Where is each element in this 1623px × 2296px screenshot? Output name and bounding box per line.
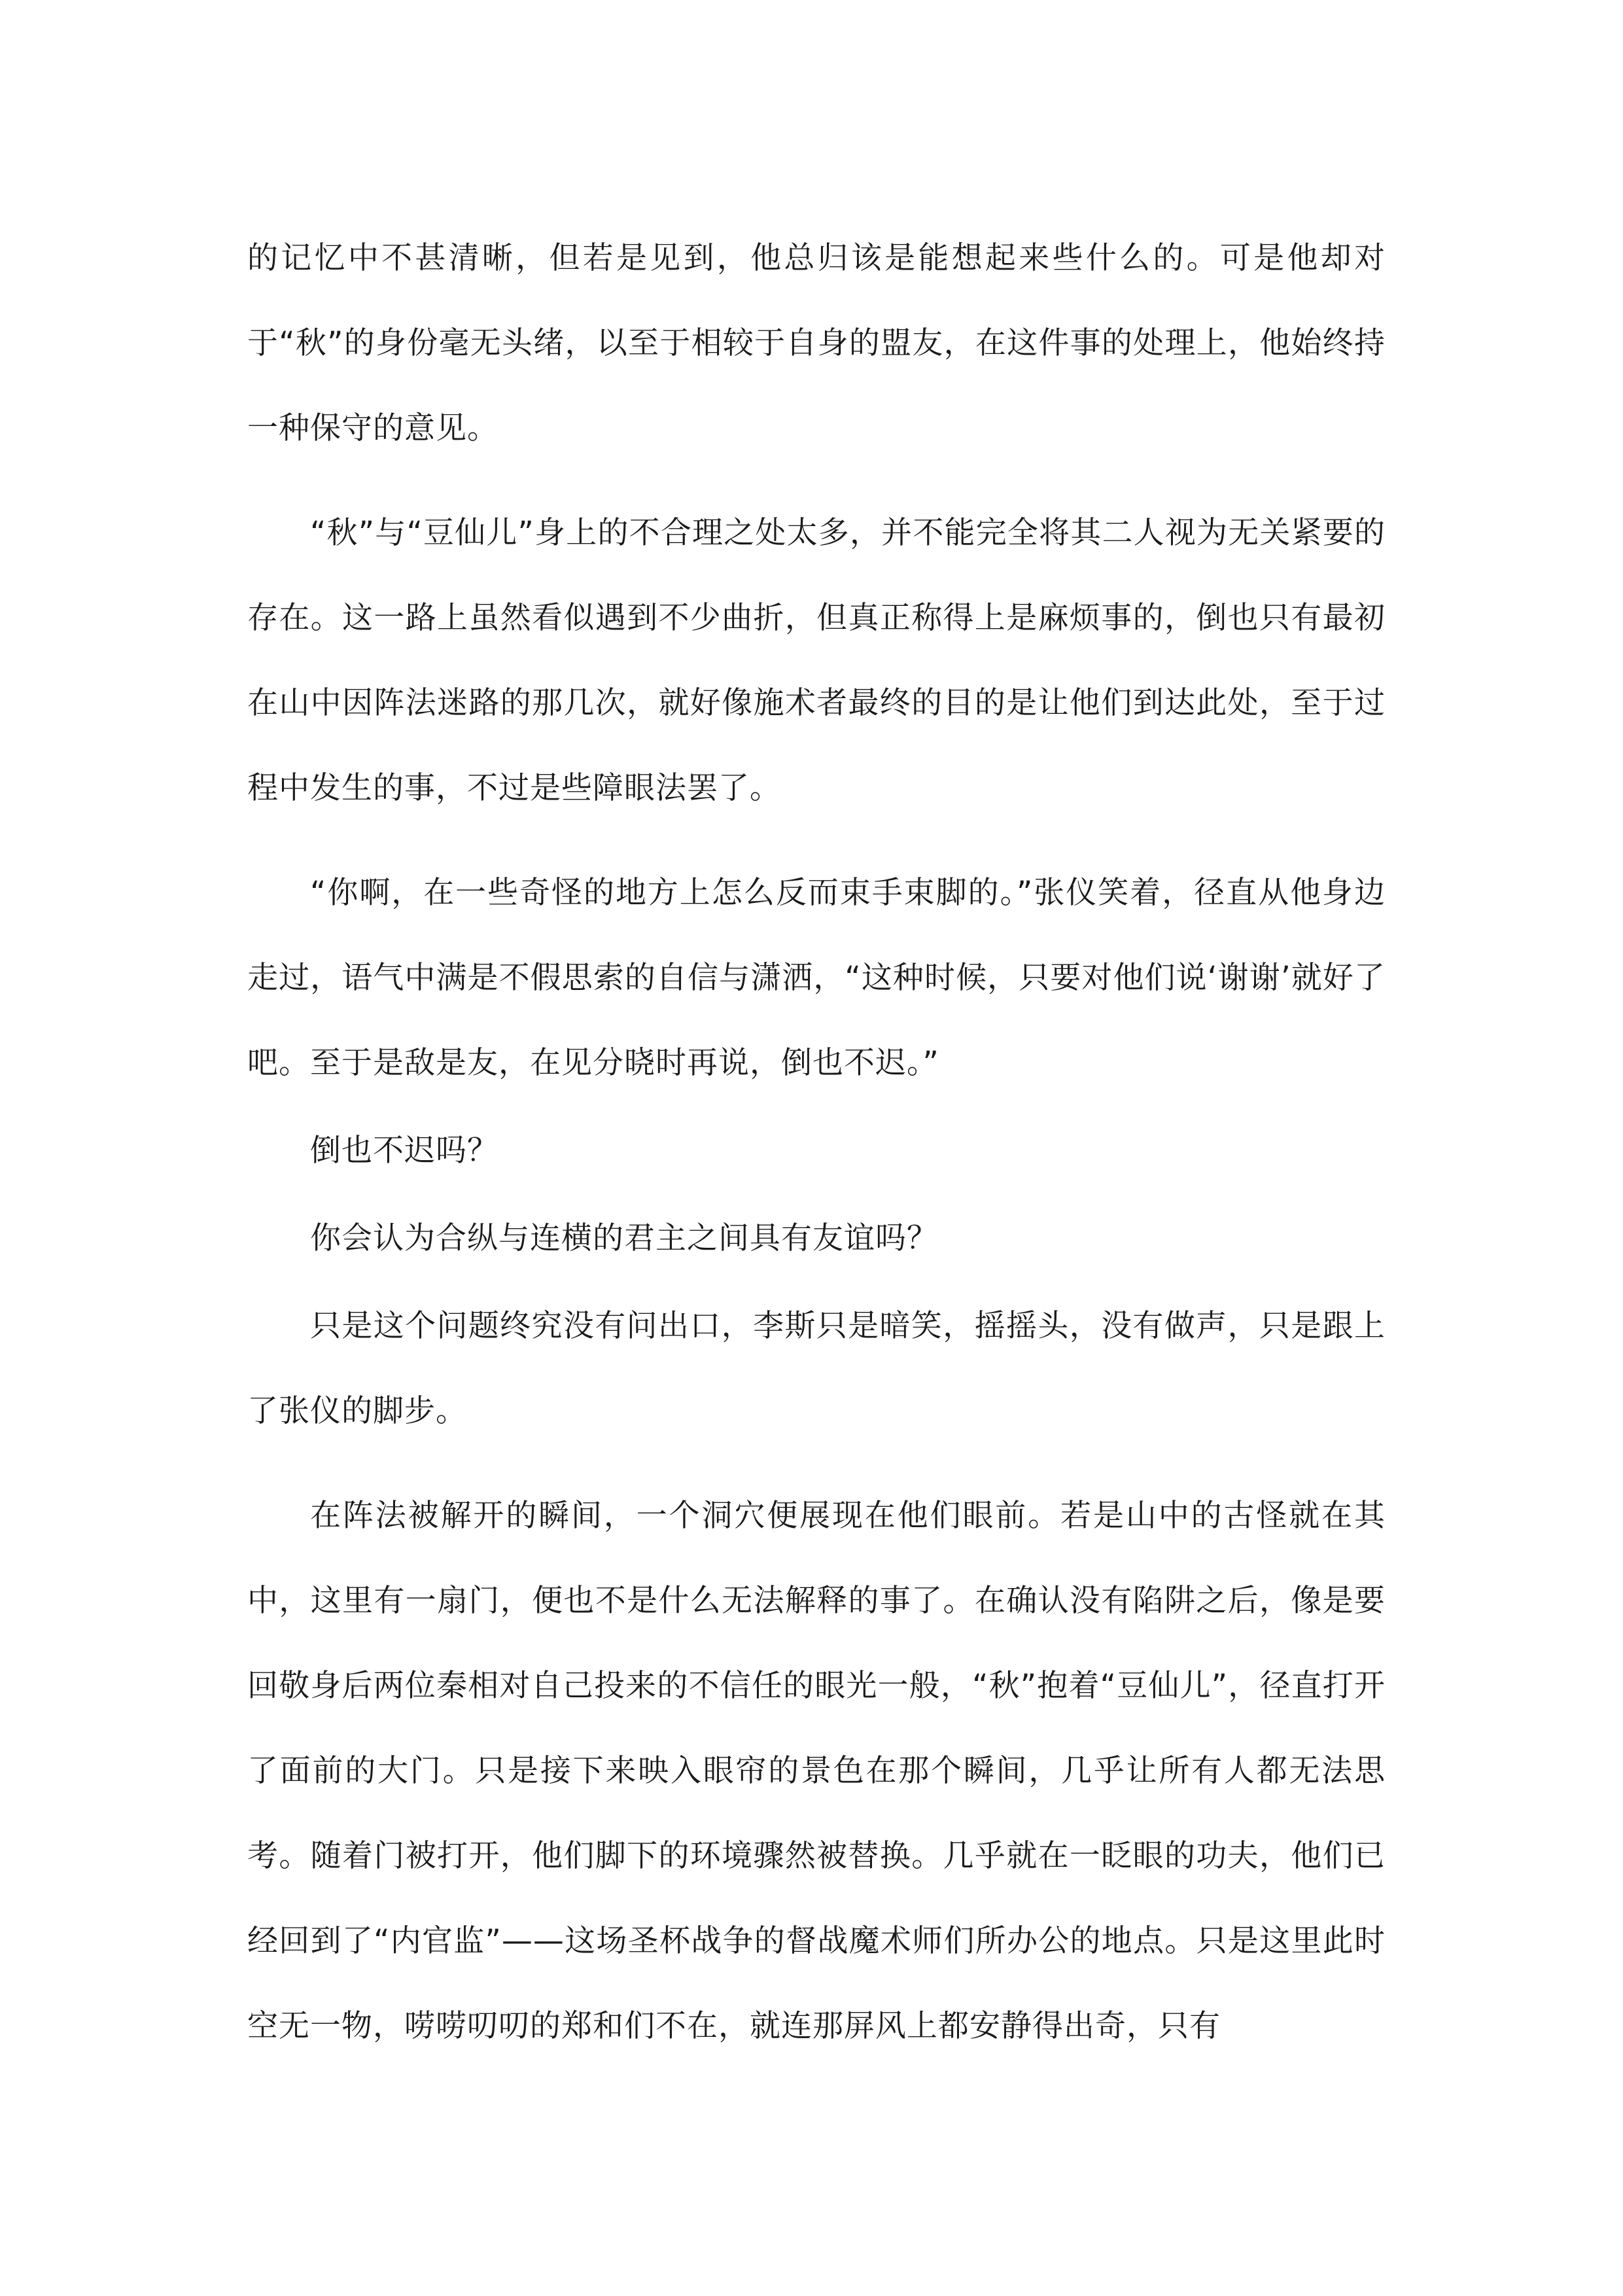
paragraph-4: 倒也不迟吗？ xyxy=(310,1133,498,1169)
paragraph-5: 你会认为合纵与连横的君主之间具有友谊吗？ xyxy=(310,1220,938,1256)
paragraph-6: 只是这个问题终究没有问出口，李斯只是暗笑，摇摇头，没有做声，只是跟上了张仪的脚步。 xyxy=(247,1308,1386,1429)
paragraph-1: 的记忆中不甚清晰，但若是见到，他总归该是能想起来些什么的。可是他却对于“秋”的身份毫无头绪，以至于相较于自身的盟友，在这件事的处理上，他始终持一种保守的意见。 xyxy=(247,240,1386,446)
paragraph-3: “你啊，在一些奇怪的地方上怎么反而束手束脚的。”张仪笑着，径直从他身边走过，语气中满是不假思索的自信与潇洒，“这种时候，只要对他们说‘谢谢’就好了吧。至于是敌是友，在见分晓时再说，倒也不迟。” xyxy=(247,875,1386,1081)
body-text xyxy=(247,216,1386,2069)
paragraph-2: “秋”与“豆仙儿”身上的不合理之处太多，并不能完全将其二人视为无关紧要的存在。这一路上虽然看似遇到不少曲折，但真正称得上是麻烦事的，倒也只有最初在山中因阵法迷路的那几次，就好像施术者最终的目的是让他们到达此处，至于过程中发生的事，不过是些障眼法罢了。 xyxy=(247,515,1386,806)
paragraph-7: 在阵法被解开的瞬间，一个洞穴便展现在他们眼前。若是山中的古怪就在其中，这里有一扇门，便也不是什么无法解释的事了。在确认没有陷阱之后，像是要回敬身后两位秦相对自己投来的不信任的眼光一般，“秋”抱着“豆仙儿”，径直打开了面前的大门。只是接下来映入眼帘的景色在那个瞬间，几乎让所有人都无法思考。随着门被打开，他们脚下的环境骤然被替换。几乎就在一眨眼的功夫，他们已经回到了“内官监”——这场圣杯战争的督战魔术师们所办公的地点。只是这里此时空无一物，唠唠叨叨的郑和们不在，就连那屏风上都安静得出奇，只有 xyxy=(247,1498,1386,2044)
